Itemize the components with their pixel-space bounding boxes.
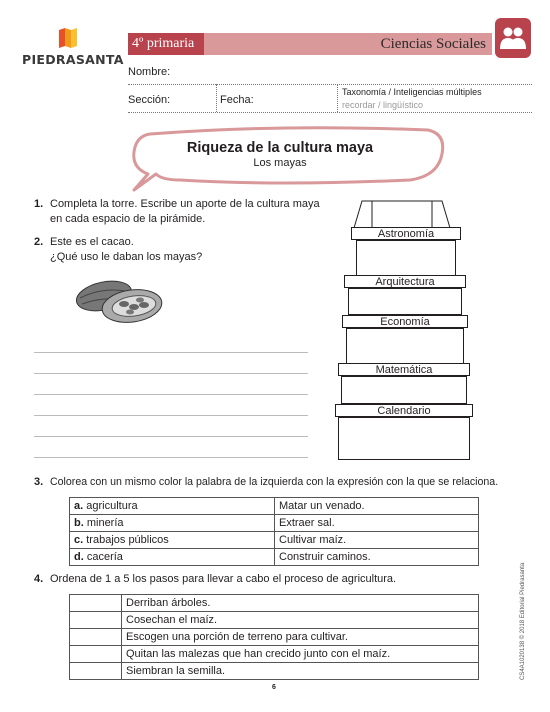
page-subtitle: Los mayas	[253, 157, 307, 169]
divider	[216, 84, 217, 112]
question-number: 4.	[34, 573, 44, 585]
question-text: Este es el cacao.	[50, 236, 134, 248]
answer-line[interactable]	[34, 394, 308, 395]
name-label: Nombre:	[128, 66, 171, 78]
pyramid-write-space[interactable]	[348, 288, 462, 315]
step-cell: Quitan las malezas que han crecido junto con el maíz.	[122, 646, 479, 663]
order-number-cell[interactable]	[70, 612, 122, 629]
answer-line[interactable]	[34, 436, 308, 437]
step-cell: Escogen una porción de terreno para cultivar.	[122, 629, 479, 646]
question-4	[34, 572, 494, 587]
order-number-cell[interactable]	[70, 663, 122, 680]
people-icon	[499, 26, 527, 50]
step-cell: Cosechan el maíz.	[122, 612, 479, 629]
right-cell[interactable]: Extraer sal.	[275, 515, 479, 532]
matching-table	[69, 497, 479, 566]
section-line	[128, 112, 532, 113]
question-1	[34, 197, 334, 229]
answer-line[interactable]	[34, 457, 308, 458]
left-cell[interactable]: a. agricultura	[70, 498, 275, 515]
pyramid-label: Calendario	[377, 405, 431, 417]
grade-label: 4º primaria	[128, 33, 204, 55]
question-text: en cada espacio de la pirámide.	[50, 213, 206, 225]
right-cell[interactable]: Matar un venado.	[275, 498, 479, 515]
question-text: Completa la torre. Escribe un aporte de la cultura maya	[50, 198, 320, 210]
question-2	[34, 235, 334, 267]
left-cell[interactable]: c. trabajos públicos	[70, 532, 275, 549]
title-banner	[110, 124, 450, 196]
step-cell: Derriban árboles.	[122, 595, 479, 612]
taxonomy-label: Taxonomía / Inteligencias múltiples	[342, 87, 482, 97]
answer-line[interactable]	[34, 373, 308, 374]
publisher-name: PIEDRASANTA	[22, 52, 124, 67]
order-number-cell[interactable]	[70, 646, 122, 663]
table-row	[70, 515, 479, 532]
table-row	[70, 595, 479, 612]
cacao-pod-illustration	[74, 274, 168, 328]
step-cell: Siembran la semilla.	[122, 663, 479, 680]
taxonomy-sub-label: recordar / lingüístico	[342, 100, 424, 110]
table-row	[70, 498, 479, 515]
table-row	[70, 549, 479, 566]
pyramid-write-space[interactable]	[338, 417, 470, 460]
pyramid-label: Matemática	[375, 364, 433, 376]
right-cell[interactable]: Construir caminos.	[275, 549, 479, 566]
question-3	[34, 475, 514, 490]
left-cell[interactable]: d. cacería	[70, 549, 275, 566]
page-title: Riqueza de la cultura maya	[186, 140, 374, 156]
section-label: Sección:	[128, 94, 171, 106]
pyramid-write-space[interactable]	[346, 328, 464, 364]
table-row	[70, 629, 479, 646]
copyright-note: CS4A1020138 © 2018 Editorial Piedrasanta	[520, 562, 526, 680]
group-work-badge	[495, 18, 531, 58]
question-number: 2.	[34, 236, 44, 248]
table-row	[70, 612, 479, 629]
question-text: Ordena de 1 a 5 los pasos para llevar a cabo el proceso de agricultura.	[50, 573, 397, 585]
pyramid-write-space[interactable]	[356, 240, 456, 276]
divider	[337, 84, 338, 112]
left-cell[interactable]: b. minería	[70, 515, 275, 532]
question-text: Colorea con un mismo color la palabra de la izquierda con la expresión con la que se relaciona.	[50, 476, 499, 488]
right-cell[interactable]: Cultivar maíz.	[275, 532, 479, 549]
order-number-cell[interactable]	[70, 629, 122, 646]
subject-label: Ciencias Sociales	[380, 36, 486, 52]
answer-line[interactable]	[34, 415, 308, 416]
pyramid-label: Economía	[380, 316, 430, 328]
pyramid-label: Astronomía	[377, 228, 435, 240]
pyramid-write-space[interactable]	[341, 376, 467, 404]
question-number: 3.	[34, 476, 44, 488]
pyramid-label: Arquitectura	[375, 276, 435, 288]
order-number-cell[interactable]	[70, 595, 122, 612]
question-text: ¿Qué uso le daban los mayas?	[50, 251, 203, 263]
name-line	[128, 84, 532, 85]
date-label: Fecha:	[220, 94, 254, 106]
pyramid-temple-top	[346, 200, 458, 230]
page-number: 6	[272, 684, 276, 691]
ordering-table	[69, 594, 479, 680]
table-row	[70, 532, 479, 549]
table-row	[70, 663, 479, 680]
grade-subject-band	[128, 33, 492, 55]
answer-line[interactable]	[34, 352, 308, 353]
question-number: 1.	[34, 198, 44, 210]
book-logo-icon	[57, 28, 81, 50]
table-row	[70, 646, 479, 663]
